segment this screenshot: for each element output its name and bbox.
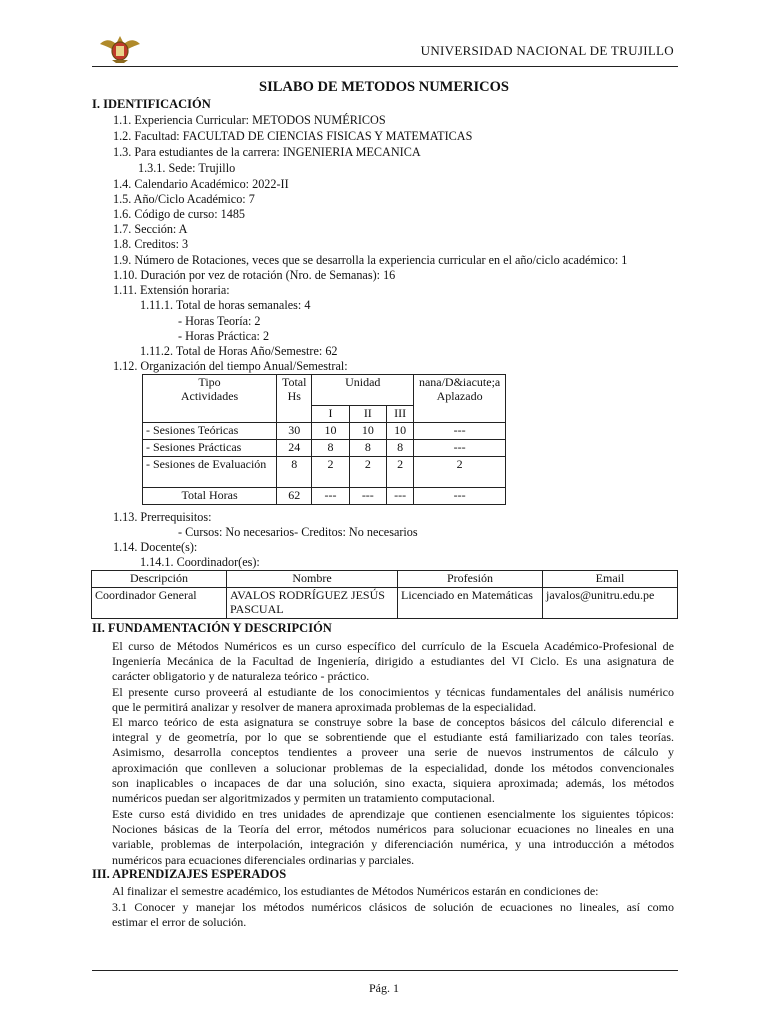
item-1-3: 1.3. Para estudiantes de la carrera: INGENIERIA MECANICA: [113, 145, 421, 159]
header-hs: Hs: [287, 389, 301, 403]
paragraph-line: Asimismo, desarrolla conceptos tendientes a proveer una serie de nuevos instrumentos de cálculo y: [112, 745, 674, 760]
item-1-2: 1.2. Facultad: FACULTAD DE CIENCIAS FISICAS Y MATEMATICAS: [113, 129, 473, 143]
header-unidad-ii: II: [349, 406, 386, 423]
table-row: [143, 488, 506, 505]
item-1-11-1: 1.11.1. Total de horas semanales: 4: [140, 298, 311, 312]
paragraph-line: variable, problemas de interpolación, integración y diferenciación numérica, y una introducción a métodos: [112, 837, 674, 852]
fundamentacion-paragraph-3: [112, 715, 674, 806]
paragraph-line: El marco teórico de esta asignatura se construye sobre la base de conceptos básicos del cálculo diferencial e: [112, 715, 674, 729]
item-1-6: 1.6. Código de curso: 1485: [113, 207, 246, 221]
cell-u2: ---: [349, 488, 386, 505]
item-1-14-1: 1.14.1. Coordinador(es):: [140, 555, 260, 569]
footer-divider: [92, 970, 678, 971]
item-horas-teoria: - Horas Teoría: 2: [178, 314, 261, 328]
cell-email[interactable]: javalos@unitru.edu.pe: [543, 588, 678, 619]
cell-profesion: Licenciado en Matemáticas: [398, 588, 543, 619]
item-1-1: 1.1. Experiencia Curricular: METODOS NUMÉRICOS: [113, 113, 386, 127]
section-aprendizajes-heading: III. APRENDIZAJES ESPERADOS: [92, 867, 287, 881]
header-unidad-iii: III: [386, 406, 413, 423]
header-email: Email: [543, 571, 678, 588]
item-1-8: 1.8. Creditos: 3: [113, 237, 189, 251]
cell-nombre: AVALOS RODRÍGUEZ JESÚS PASCUAL: [227, 588, 398, 619]
table-row: [143, 457, 506, 488]
cell-u1: 2: [312, 457, 349, 488]
header-total: Total: [281, 375, 307, 389]
cell-aplazado: ---: [414, 423, 506, 440]
aprendizajes-intro: Al finalizar el semestre académico, los estudiantes de Métodos Numéricos estarán en condiciones de:: [112, 884, 599, 898]
table-row: [143, 440, 506, 457]
item-1-13: 1.13. Prerrequisitos:: [113, 510, 212, 524]
header-aplazado-line1: nana/D&iacute;a: [418, 375, 501, 389]
cell-u2: 10: [349, 423, 386, 440]
item-horas-practica: - Horas Práctica: 2: [178, 329, 270, 343]
header-unidad-i: I: [312, 406, 349, 423]
cell-u2: 2: [349, 457, 386, 488]
paragraph-line: numéricos para ecuaciones diferenciales ordinarias y parciales.: [112, 852, 415, 867]
fundamentacion-paragraph-4: [112, 807, 674, 868]
item-1-9: 1.9. Número de Rotaciones, veces que se desarrolla la experiencia curricular en el año/ciclo académico: 1: [113, 253, 628, 267]
header-actividades: Actividades: [180, 389, 239, 403]
university-name: UNIVERSIDAD NACIONAL DE TRUJILLO: [420, 43, 674, 58]
item-1-11: 1.11. Extensión horaria:: [113, 283, 230, 297]
header-tipo-actividades: [143, 375, 277, 423]
coordinator-table: [91, 570, 678, 619]
section-fundamentacion-heading: II. FUNDAMENTACIÓN Y DESCRIPCIÓN: [92, 621, 332, 635]
header-aplazado: [414, 375, 506, 423]
cell-tipo: - Sesiones de Evaluación: [143, 457, 277, 488]
table-row: [143, 423, 506, 440]
cell-u1: 8: [312, 440, 349, 457]
paragraph-line: El presente curso proveerá al estudiante de los conocimientos y técnicas fundamentales del análisis numérico: [112, 685, 674, 699]
paragraph-line: El curso de Métodos Numéricos es un curso específico del currículo de la Escuela Académico-Profesional de: [112, 639, 674, 653]
cell-tipo: - Sesiones Teóricas: [143, 423, 277, 440]
cell-aplazado: ---: [414, 440, 506, 457]
page-number: Pág. 1: [369, 981, 399, 995]
cell-u3: 8: [386, 440, 413, 457]
cell-tipo: - Sesiones Prácticas: [143, 440, 277, 457]
table-row: [92, 588, 678, 619]
paragraph-line: Nociones básicas de la Teoría del error, métodos numéricos para solucionar ecuaciones no lineales en una: [112, 822, 674, 837]
header-unidad: Unidad: [312, 375, 414, 406]
university-seal-icon: [98, 30, 142, 64]
page-header: [92, 30, 678, 67]
time-organization-table: [142, 374, 506, 505]
cell-descripcion: Coordinador General: [92, 588, 227, 619]
paragraph-line: integral y de geometría, por lo que se sobrentiende que el estudiante está familiarizado con tales teorías.: [112, 730, 674, 745]
cell-total: 62: [277, 488, 312, 505]
document-title: SILABO DE METODOS NUMERICOS: [259, 79, 509, 95]
cell-u2: 8: [349, 440, 386, 457]
cell-tipo: Total Horas: [143, 488, 277, 505]
header-nombre: Nombre: [227, 571, 398, 588]
paragraph-line: son inaplicables o incapaces de dar una solución, sino exacta, siquiera aproximada; además, los métodos: [112, 775, 674, 790]
paragraph-line: 3.1 Conocer y manejar los métodos numéricos clásicos de solución de ecuaciones no lineales, así como: [112, 900, 674, 914]
paragraph-line: que le permitirá analizar y resolver de manera aproximada problemas de la especialidad.: [112, 700, 537, 715]
item-1-10: 1.10. Duración por vez de rotación (Nro. de Semanas): 16: [113, 268, 396, 282]
prerequisites-text: - Cursos: No necesarios- Creditos: No necesarios: [178, 525, 418, 539]
paragraph-line: estimar el error de solución.: [112, 915, 247, 930]
header-aplazado-line2: Aplazado: [436, 389, 483, 403]
aprendizajes-item-3-1: [112, 900, 674, 930]
header-profesion: Profesión: [398, 571, 543, 588]
header-tipo: Tipo: [198, 375, 221, 389]
paragraph-line: Ingeniería Mecánica de la Facultad de Ingeniería, dirigido a estudiantes del VI Ciclo. Es una asignatura de: [112, 654, 674, 669]
item-1-3-1: 1.3.1. Sede: Trujillo: [138, 161, 236, 175]
item-1-5: 1.5. Año/Ciclo Académico: 7: [113, 192, 255, 206]
item-1-12: 1.12. Organización del tiempo Anual/Semestral:: [113, 359, 348, 373]
cell-u3: ---: [386, 488, 413, 505]
cell-total: 30: [277, 423, 312, 440]
cell-u3: 10: [386, 423, 413, 440]
item-1-11-2: 1.11.2. Total de Horas Año/Semestre: 62: [140, 344, 338, 358]
section-identificacion-heading: I. IDENTIFICACIÓN: [92, 97, 211, 111]
cell-u1: 10: [312, 423, 349, 440]
cell-u3: 2: [386, 457, 413, 488]
cell-u1: ---: [312, 488, 349, 505]
cell-aplazado: 2: [414, 457, 506, 488]
fundamentacion-paragraph-2: [112, 685, 674, 715]
paragraph-line: numéricos puedan ser algoritmizados y permiten un tratamiento computacional.: [112, 791, 495, 806]
paragraph-line: Este curso está dividido en tres unidades de aprendizaje que contienen esencialmente los siguientes tópicos:: [112, 807, 674, 821]
header-descripcion: Descripción: [92, 571, 227, 588]
cell-total: 24: [277, 440, 312, 457]
cell-total: 8: [277, 457, 312, 488]
paragraph-line: carácter obligatorio y de naturaleza teórico - práctico.: [112, 669, 370, 684]
header-total-hs: [277, 375, 312, 423]
item-1-7: 1.7. Sección: A: [113, 222, 188, 236]
item-1-4: 1.4. Calendario Académico: 2022-II: [113, 177, 289, 191]
paragraph-line: aproximación que conlleven a solucionar problemas de la especialidad, donde los métodos convencionales: [112, 760, 674, 775]
fundamentacion-paragraph-1: [112, 639, 674, 685]
cell-aplazado: ---: [414, 488, 506, 505]
item-1-14: 1.14. Docente(s):: [113, 540, 198, 554]
